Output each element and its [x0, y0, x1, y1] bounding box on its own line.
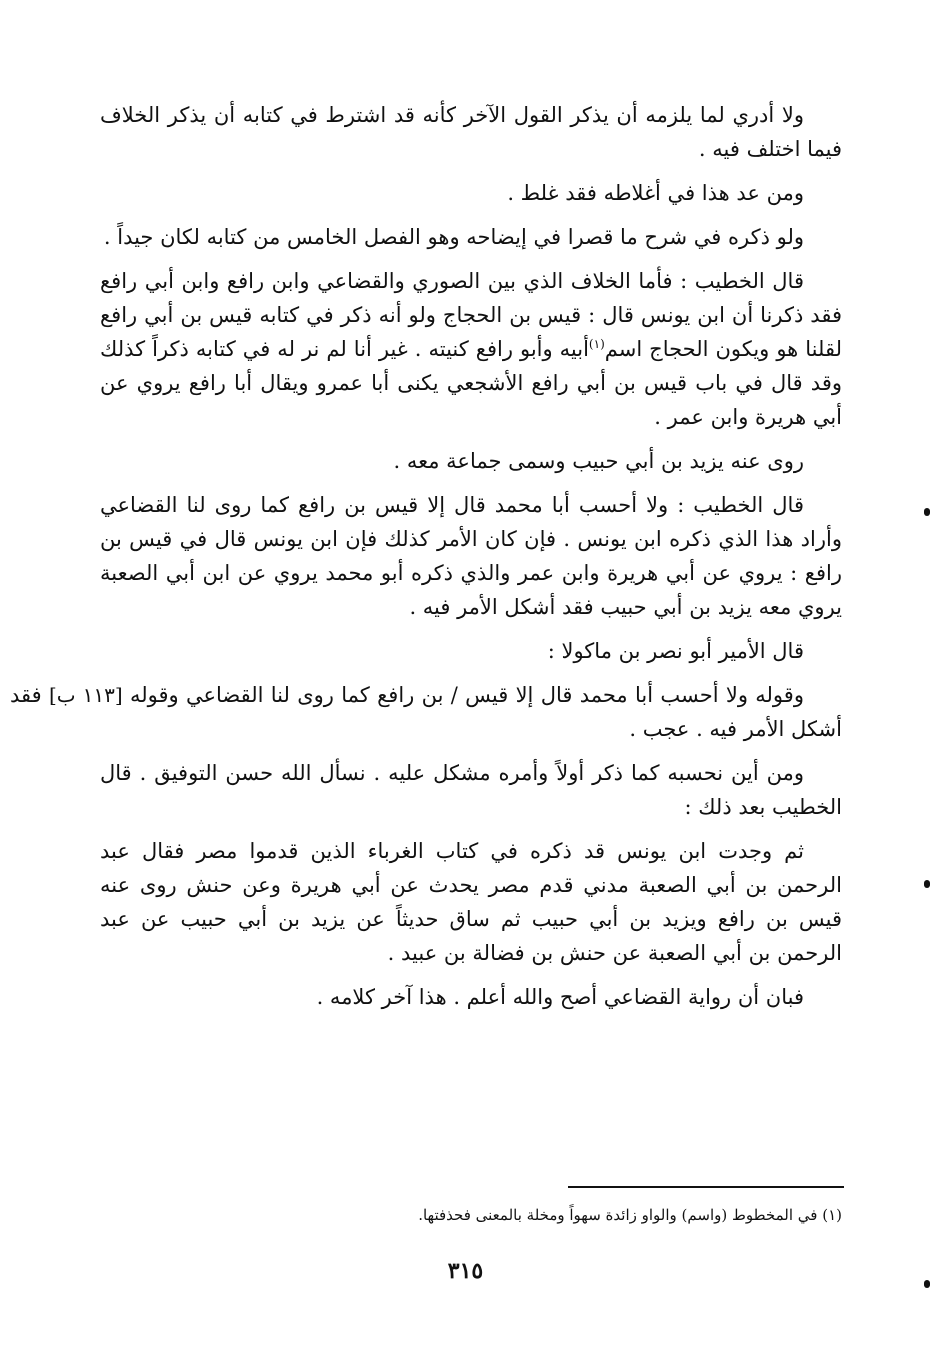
footnote-reference: (١) — [588, 337, 605, 352]
margin-dot — [924, 508, 930, 516]
paragraph-7: قال الأمير أبو نصر بن ماكولا : — [547, 639, 804, 664]
manuscript-folio-mark: [١١٣ ب] — [49, 683, 123, 708]
paragraph-11: فبان أن رواية القضاعي أصح والله أعلم . هذا آخر كلامه . — [316, 985, 804, 1010]
paragraph-4-text-b: أبيه وأبو رافع كنيته . غير أنا لم نر له في كتابه ذكراً كذلك وقد قال في باب قيس بن أبي رافع الأشجعي يكنى أبا عمرو ويقال أبا رافع يروي عن أبي هريرة وابن عمر . — [100, 337, 842, 430]
paragraph-1: ولا أدري لما يلزمه أن يذكر القول الآخر كأنه قد اشترط في كتابه أن يذكر الخلاف فيما اختلف فيه . — [100, 103, 842, 162]
paragraph-5: روى عنه يزيد بن أبي حبيب وسمى جماعة معه . — [393, 449, 804, 474]
page-number: ٣١٥ — [447, 1258, 484, 1284]
paragraph-8-text-a: وقوله ولا أحسب أبا محمد قال إلا قيس / بن رافع كما روى لنا القضاعي وقوله — [129, 683, 804, 708]
margin-dot — [924, 1280, 930, 1288]
footnote-divider — [568, 1186, 844, 1188]
paragraph-6: قال الخطيب : ولا أحسب أبا محمد قال إلا قيس بن رافع كما روى لنا القضاعي وأراد هذا الذي ذكره ابن يونس . فإن كان الأمر كذلك فإن ابن يونس قال في قيس بن رافع : يروي عن أبي هريرة وابن عمر والذي ذكره أبو محمد يروي عن ابن أبي الصعبة يروي معه يزيد بن أبي حبيب فقد أشكل الأمر فيه . — [100, 493, 842, 620]
paragraph-8-text-b: فقد أشكل الأمر فيه . عجب . — [10, 683, 842, 742]
margin-dot — [924, 880, 930, 888]
footnote: (١) في المخطوط (واسم) والواو زائدة سهواً ومخلة بالمعنى فحذفتها. — [418, 1206, 842, 1224]
paragraph-4 — [100, 264, 842, 434]
paragraph-9: ومن أين نحسبه كما ذكر أولاً وأمره مشكل عليه . نسأل الله حسن التوفيق . قال الخطيب بعد ذلك : — [100, 761, 842, 820]
paragraph-8 — [10, 678, 842, 746]
paragraph-2: ومن عد هذا في أغلاطه فقد غلط . — [507, 181, 804, 206]
paragraph-3: ولو ذكره في شرح ما قصرا في إيضاحه وهو الفصل الخامس من كتابه لكان جيداً . — [103, 225, 804, 250]
main-text — [10, 98, 842, 1024]
paragraph-10: ثم وجدت ابن يونس قد ذكره في كتاب الغرباء الذين قدموا مصر فقال عبد الرحمن بن أبي الصعبة مدني قدم مصر يحدث عن أبي هريرة وعن حنش روى عنه قيس بن رافع ويزيد بن أبي حبيب ثم ساق حديثاً عن يزيد بن أبي حبيب عن عبد الرحمن بن أبي الصعبة عن حنش بن فضالة بن عبيد . — [100, 839, 842, 966]
paragraph-4-text-a: قال الخطيب : فأما الخلاف الذي بين الصوري والقضاعي وابن رافع وابن أبي رافع فقد ذكرنا أن ابن يونس قال : قيس بن الحجاج ولو أنه ذكر في كتابه قيس بن أبي رافع لقلنا هو ويكون الحجاج اسم — [100, 269, 842, 362]
